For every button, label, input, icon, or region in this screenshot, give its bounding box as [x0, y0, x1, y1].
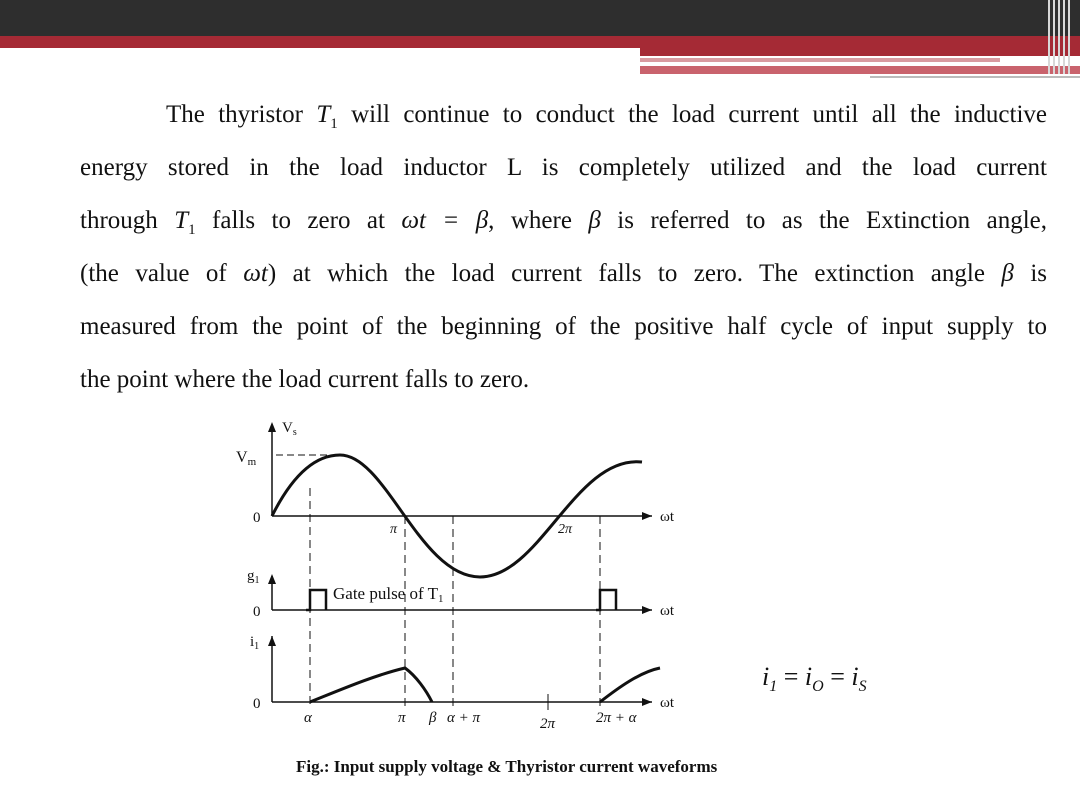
- g1-label: $g_1$: [247, 568, 260, 586]
- wt-label: ωt: [660, 695, 675, 711]
- zero-label: 0: [253, 696, 261, 712]
- header-bar: [0, 0, 1080, 36]
- zero-label: 0: [253, 604, 261, 620]
- accent-bar: [0, 36, 1080, 48]
- accent-stripe: [640, 66, 1080, 74]
- alpha-label: α: [304, 710, 312, 726]
- zero-label: 0: [253, 510, 261, 526]
- paragraph-line: The thyristor $T_1$ will continue to conduct the load current until all the inductive: [166, 101, 1047, 132]
- two-pi-alpha-label: 2π + α: [596, 710, 637, 726]
- vm-label: Vm: [236, 449, 257, 468]
- two-pi-label: 2π: [558, 522, 573, 537]
- accent-stripe: [870, 76, 1080, 78]
- alpha-pi-label: α + π: [447, 710, 481, 726]
- paragraph-line: measured from the point of the beginning of the positive half cycle of input supply to: [80, 313, 1047, 340]
- vs-label: $V_s$: [282, 420, 297, 438]
- decorative-lines: [1048, 0, 1070, 74]
- i1-label: $i_1$: [250, 634, 260, 652]
- waveform-figure: [232, 414, 688, 736]
- figure-caption: Fig.: Input supply voltage & Thyristor current waveforms: [296, 757, 718, 776]
- body-paragraph: [80, 88, 1047, 406]
- beta-label: β: [429, 710, 437, 726]
- accent-stripe: [640, 58, 1000, 62]
- pi-label: π: [398, 710, 406, 726]
- pi-label: π: [390, 522, 398, 537]
- current-equation: $i_1 = i_O = i_S$: [762, 662, 867, 696]
- wt-label: ωt: [660, 603, 675, 619]
- gate-pulse-label: Gate pulse of T1: [333, 584, 444, 605]
- wt-label: ωt: [660, 509, 675, 525]
- accent-stripe: [640, 48, 1080, 56]
- paragraph-line: through $T_1$ falls to zero at ωt = β, where β is referred to as the Extinction angle,: [80, 207, 1047, 238]
- paragraph-line: energy stored in the load inductor L is completely utilized and the load current: [80, 154, 1047, 181]
- paragraph-line: (the value of ωt) at which the load current falls to zero. The extinction angle β is: [80, 260, 1047, 287]
- two-pi-label: 2π: [540, 716, 556, 732]
- paragraph-line: the point where the load current falls to zero.: [80, 366, 530, 393]
